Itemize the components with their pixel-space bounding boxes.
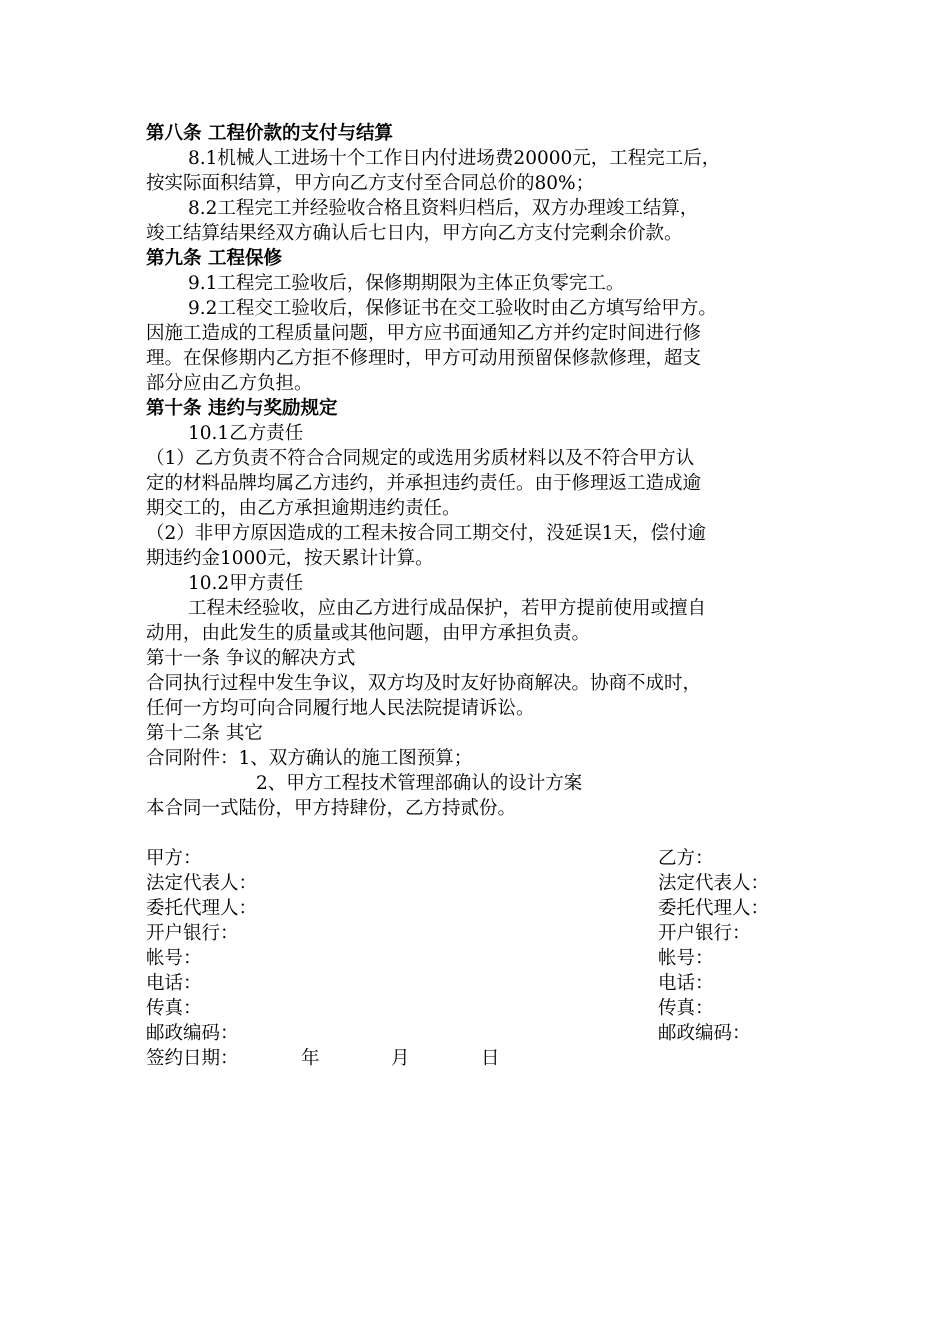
signature-row-phone bbox=[146, 971, 826, 996]
section-10-1-a-line-2: 定的材料品牌均属乙方违约，并承担违约责任。由于修理返工造成逾 bbox=[146, 473, 702, 494]
signature-row-party bbox=[146, 846, 826, 871]
contract-page bbox=[146, 121, 826, 1071]
party-a-bank: 开户银行： bbox=[146, 923, 239, 944]
section-9-2-line-2: 因施工造成的工程质量问题，甲方应书面通知乙方并约定时间进行修 bbox=[146, 323, 702, 344]
section-9-title: 第九条 工程保修 bbox=[146, 248, 282, 269]
party-b-fax: 传真： bbox=[658, 998, 714, 1019]
party-a-postcode: 邮政编码： bbox=[146, 1023, 239, 1044]
party-b-legal-rep: 法定代表人： bbox=[658, 873, 770, 894]
section-10-2-line-1: 工程未经验收，应由乙方进行成品保护，若甲方提前使用或擅自 bbox=[188, 598, 707, 619]
section-8-2-line-1: 8.2工程完工并经验收合格且资料归档后，双方办理竣工结算， bbox=[188, 198, 699, 219]
section-11-line-2: 任何一方均可向合同履行地人民法院提请诉讼。 bbox=[146, 698, 535, 719]
signature-row-fax bbox=[146, 996, 826, 1021]
section-9-1: 9.1工程完工验收后，保修期期限为主体正负零完工。 bbox=[188, 273, 625, 294]
section-10-1-a-line-3: 期交工的，由乙方承担逾期违约责任。 bbox=[146, 498, 461, 519]
party-a-fax: 传真： bbox=[146, 998, 202, 1019]
section-10-2-title: 10.2甲方责任 bbox=[188, 573, 304, 594]
signing-date-label: 签约日期： bbox=[146, 1048, 239, 1069]
section-11-line-1: 合同执行过程中发生争议，双方均及时友好协商解决。协商不成时， bbox=[146, 673, 702, 694]
section-9-2-line-3: 理。在保修期内乙方拒不修理时，甲方可动用预留保修款修理，超支 bbox=[146, 348, 702, 369]
section-9-2-line-4: 部分应由乙方负担。 bbox=[146, 373, 313, 394]
section-10-1-b-line-1: （2）非甲方原因造成的工程未按合同工期交付，没延误1天，偿付逾 bbox=[146, 523, 707, 544]
section-12-attachment-1: 合同附件：1、双方确认的施工图预算； bbox=[146, 748, 473, 769]
signature-row-bank bbox=[146, 921, 826, 946]
signing-date-month: 月 bbox=[391, 1048, 410, 1069]
party-a-agent: 委托代理人： bbox=[146, 898, 258, 919]
party-a-label: 甲方： bbox=[146, 848, 202, 869]
signing-date-year: 年 bbox=[301, 1048, 320, 1069]
section-11-title: 第十一条 争议的解决方式 bbox=[146, 648, 356, 669]
party-a-phone: 电话： bbox=[146, 973, 202, 994]
spacer bbox=[146, 821, 826, 846]
party-b-phone: 电话： bbox=[658, 973, 714, 994]
section-12-copies: 本合同一式陆份，甲方持肆份，乙方持贰份。 bbox=[146, 798, 517, 819]
section-8-1-line-1: 8.1机械人工进场十个工作日内付进场费20000元，工程完工后， bbox=[188, 148, 721, 169]
party-a-legal-rep: 法定代表人： bbox=[146, 873, 258, 894]
signature-row-agent bbox=[146, 896, 826, 921]
section-12-title: 第十二条 其它 bbox=[146, 723, 263, 744]
signature-block bbox=[146, 846, 826, 1071]
section-8-1-line-2: 按实际面积结算，甲方向乙方支付至合同总价的80%； bbox=[146, 173, 595, 194]
signature-row-account bbox=[146, 946, 826, 971]
section-10-1-title: 10.1乙方责任 bbox=[188, 423, 304, 444]
section-10-title: 第十条 违约与奖励规定 bbox=[146, 398, 338, 419]
section-12-attachment-2: 2、甲方工程技术管理部确认的设计方案 bbox=[256, 773, 583, 794]
signing-date-row bbox=[146, 1046, 826, 1071]
section-10-2-line-2: 动用，由此发生的质量或其他问题，由甲方承担负责。 bbox=[146, 623, 591, 644]
section-9-2-line-1: 9.2工程交工验收后，保修证书在交工验收时由乙方填写给甲方。 bbox=[188, 298, 717, 319]
signature-row-legal-rep bbox=[146, 871, 826, 896]
section-8-title: 第八条 工程价款的支付与结算 bbox=[146, 123, 393, 144]
party-b-account: 帐号： bbox=[658, 948, 714, 969]
section-8-2-line-2: 竣工结算结果经双方确认后七日内，甲方向乙方支付完剩余价款。 bbox=[146, 223, 683, 244]
party-b-postcode: 邮政编码： bbox=[658, 1023, 751, 1044]
party-b-label: 乙方： bbox=[658, 848, 714, 869]
party-b-agent: 委托代理人： bbox=[658, 898, 770, 919]
section-10-1-b-line-2: 期违约金1000元，按天累计计算。 bbox=[146, 548, 434, 569]
party-b-bank: 开户银行： bbox=[658, 923, 751, 944]
signing-date-day: 日 bbox=[481, 1048, 500, 1069]
signature-row-postcode bbox=[146, 1021, 826, 1046]
party-a-account: 帐号： bbox=[146, 948, 202, 969]
section-10-1-a-line-1: （1）乙方负责不符合合同规定的或选用劣质材料以及不符合甲方认 bbox=[146, 448, 695, 469]
